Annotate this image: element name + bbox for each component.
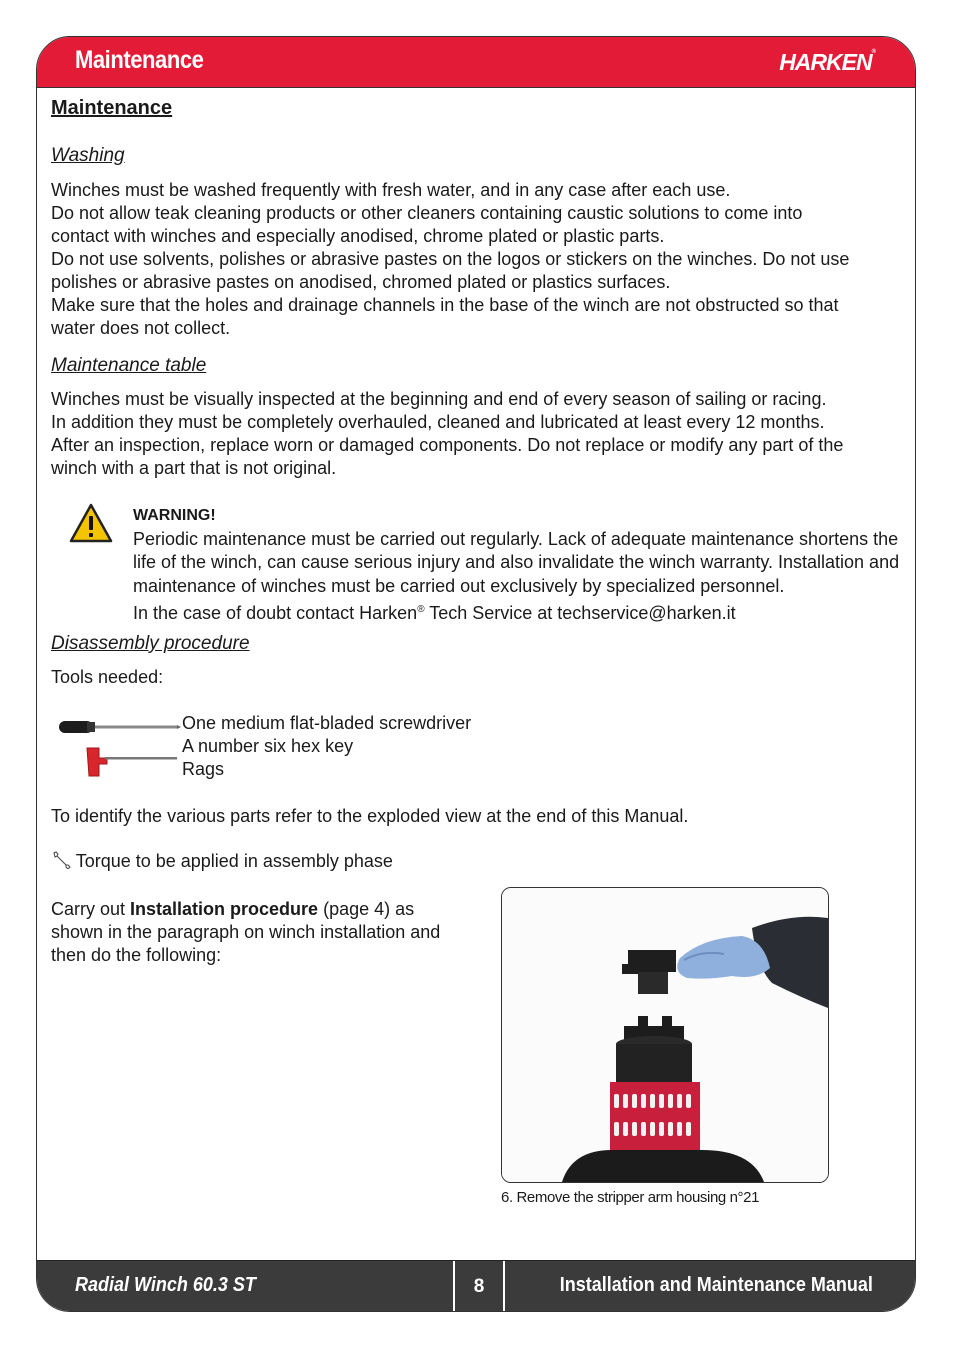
product-name: [75, 1274, 256, 1297]
maintenance-table-heading: Maintenance table: [51, 355, 207, 376]
photo-caption: 6. Remove the stripper arm housing n°21: [501, 1189, 760, 1206]
logo-text: HARKEN: [779, 49, 872, 75]
carry-post: (page 4) as: [318, 899, 415, 919]
contact-post: Tech Service at techservice@harken.it: [424, 603, 736, 623]
warning-line: life of the winch, can cause serious injury and also invalidate the winch warranty. Installation and: [133, 552, 900, 572]
tool-item: A number six hex key: [182, 736, 354, 756]
table-line: After an inspection, replace worn or damaged components. Do not replace or modify any part of the: [51, 435, 844, 455]
table-line: In addition they must be completely overhauled, cleaned and lubricated at least every 12 months.: [51, 412, 825, 432]
page-frame: [36, 36, 916, 1312]
warning-icon: [69, 503, 113, 543]
header-title: Maintenance: [75, 46, 204, 74]
installation-procedure-ref: Installation procedure: [130, 899, 319, 919]
disassembly-heading: Disassembly procedure: [51, 633, 250, 654]
refer-text: To identify the various parts refer to the exploded view at the end of this Manual.: [51, 806, 689, 826]
warning-block: [133, 504, 916, 626]
contact-pre: In the case of doubt contact Harken: [133, 603, 418, 623]
step-photo: [501, 887, 829, 1183]
washing-heading: Washing: [51, 145, 125, 166]
section-heading: Maintenance: [51, 97, 173, 119]
carry-line: [51, 898, 481, 921]
washing-line: water does not collect.: [51, 318, 231, 338]
warning-line: Periodic maintenance must be carried out regularly. Lack of adequate maintenance shortens the: [133, 528, 899, 549]
product-model: 60.3 ST: [192, 1274, 256, 1296]
page-number: 8: [453, 1261, 505, 1311]
warning-contact: [133, 598, 916, 626]
product-line: Radial Winch: [75, 1274, 193, 1296]
tools-list: [182, 712, 471, 781]
washing-line: Do not allow teak cleaning products or other cleaners containing caustic solutions to come into: [51, 203, 803, 223]
tool-item: One medium flat-bladed screwdriver: [182, 713, 472, 733]
page-footer: [37, 1260, 915, 1311]
hex-key-icon: [87, 748, 177, 776]
warning-title: WARNING!: [133, 507, 216, 524]
carry-line: shown in the paragraph on winch installation and: [51, 922, 441, 942]
harken-logo: [779, 49, 875, 76]
page-header: [37, 37, 915, 88]
washing-line: Do not use solvents, polishes or abrasive pastes on the logos or stickers on the winches. Do not use: [51, 249, 850, 269]
washing-line: Winches must be washed frequently with fresh water, and in any case after each use.: [51, 180, 731, 200]
carry-pre: Carry out: [51, 899, 131, 919]
torque-note: [51, 851, 393, 872]
warning-line: maintenance of winches must be carried out exclusively by specialized personnel.: [133, 575, 785, 596]
manual-title: Installation and Maintenance Manual: [559, 1274, 873, 1296]
screwdriver-icon: [59, 721, 181, 733]
table-line: Winches must be visually inspected at the beginning and end of every season of sailing or racing.: [51, 389, 827, 409]
washing-line: contact with winches and especially anodised, chrome plated or plastic parts.: [51, 226, 665, 246]
maintenance-table-text: [51, 388, 907, 480]
washing-text: [51, 179, 907, 340]
washing-line: polishes or abrasive pastes on anodised, chromed plated or plastics surfaces.: [51, 272, 671, 292]
torque-text: Torque to be applied in assembly phase: [75, 851, 393, 871]
tools-needed-label: Tools needed:: [51, 667, 164, 687]
stripper-arm-photo: [502, 888, 828, 1182]
tool-item: Rags: [182, 759, 225, 779]
carry-out-text: [51, 898, 481, 967]
tools-illustration: [57, 712, 189, 782]
carry-line: then do the following:: [51, 945, 222, 965]
washing-line: Make sure that the holes and drainage channels in the base of the winch are not obstructed so that: [51, 295, 839, 315]
table-line: winch with a part that is not original.: [51, 458, 337, 478]
registered-mark: ®: [417, 604, 425, 615]
wrench-icon: [51, 851, 71, 869]
logo-registered-mark: ®: [871, 49, 875, 55]
